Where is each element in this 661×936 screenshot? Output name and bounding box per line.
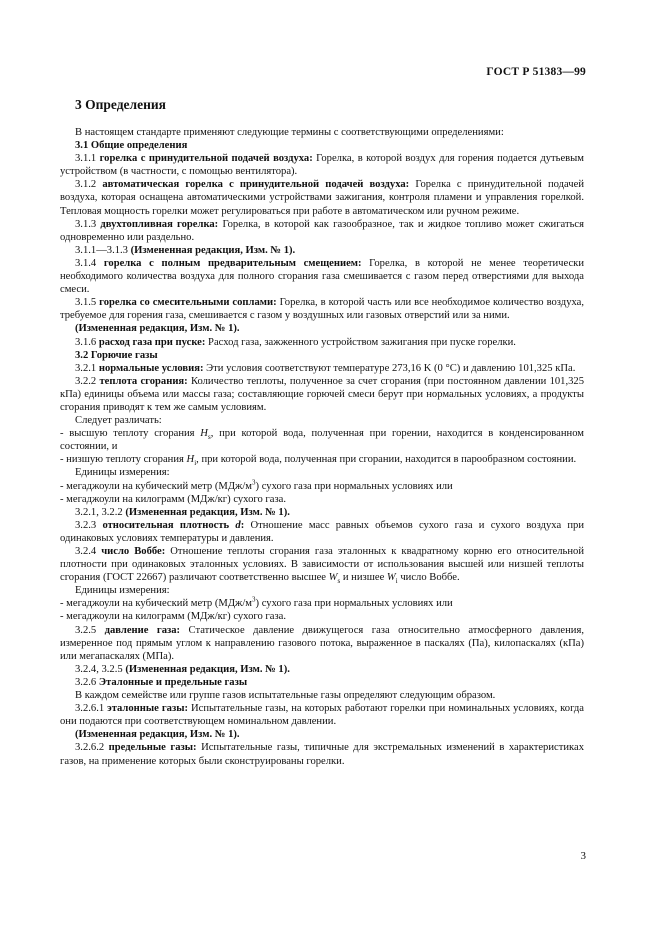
document-body bbox=[60, 126, 584, 768]
revision-note: 3.1.1—3.1.3 (Измененная редакция, Изм. № 1). bbox=[75, 244, 296, 256]
definition-paragraph: 3.1.5 горелка со смесительными соплами: Горелка, в которой часть или все необходимое количество воздуха, требуемое для горения газа, смешивается с газом у воздушных или газовых отверстий или за ними. bbox=[60, 297, 584, 322]
term: расход газа при пуске: bbox=[98, 336, 206, 348]
definition-paragraph: 3.1.4 горелка с полным предварительным смещением: Горелка, в которой не менее теоретически необходимого количества воздуха для полного сгорания газа смешивается с газом перед отверстиями для выхода смеси. bbox=[60, 257, 584, 296]
revision-note: 3.2.1, 3.2.2 (Измененная редакция, Изм. № 1). bbox=[75, 506, 290, 518]
term: число Воббе: bbox=[101, 546, 166, 557]
definition-paragraph: 3.1.6 расход газа при пуске: Расход газа, зажженного устройством зажигания при пуске горелки. bbox=[75, 336, 516, 348]
subsection-heading: 3.2.6 Эталонные и предельные газы bbox=[75, 676, 248, 688]
definition-paragraph: 3.1.2 автоматическая горелка с принудительной подачей воздуха: Горелка с принудительной подачей воздуха, которая оснащена автоматическими устройствами зажигания, контроля пламени и управления горелкой. Тепловая мощность горелки может регулироваться при работе в автоматическом или ручном режиме. bbox=[60, 179, 584, 217]
term: горелка с полным предварительным смещением: bbox=[103, 257, 362, 269]
term: горелка с принудительной подачей воздуха: bbox=[99, 153, 313, 165]
definition-paragraph: 3.2.4 число Воббе: Отношение теплоты сгорания газа эталонных к квадратному корню его относительной плотности при одинаковых эталонных условиях. В зависимости от использования высшей или низшей теплоты сгорания (ГОСТ 22667) различают соответственно высшее $W_s$ и низшее $W_i$ число Воббе. bbox=[60, 546, 585, 586]
definition-paragraph: 3.2.5 давление газа: Статическое давление движущегося газа относительно атмосферного давления, измеренное под прямым углом к направлению газового потока, выраженное в паскалях (Па), килопаскалях (кПа) или мегапаскалях (МПа). bbox=[60, 624, 584, 662]
revision-note: (Измененная редакция, Изм. № 1). bbox=[75, 729, 240, 741]
term: предельные газы: bbox=[108, 742, 197, 754]
term: горелка со смесительными соплами: bbox=[99, 297, 277, 309]
list-item: - мегаджоули на кубический метр $(МДж/м^3)$ сухого газа при нормальных условиях или bbox=[60, 595, 453, 610]
list-item: - низшую теплоту сгорания $H_i$, при которой вода, полученная при сгорании, находится в парообразном состоянии. bbox=[60, 454, 577, 468]
term: давление газа: bbox=[104, 624, 181, 636]
intro-paragraph: В настоящем стандарте применяют следующие термины с соответствующими определениями: bbox=[75, 127, 504, 138]
text-line: В каждом семействе или группе газов испытательные газы определяют следующим образом. bbox=[75, 690, 496, 702]
list-item: - мегаджоули на килограмм (МДж/кг) сухого газа. bbox=[60, 493, 286, 505]
definition-paragraph: 3.2.1 нормальные условия: Эти условия соответствуют температуре 273,16 K (0 °С) и давлению 101,325 кПа. bbox=[75, 362, 576, 374]
term: теплота сгорания: bbox=[99, 375, 188, 387]
definition-paragraph: 3.2.6.2 предельные газы: Испытательные газы, типичные для экстремальных изменений в характеристиках газов, на применение которых были сконструированы горелки. bbox=[60, 742, 584, 767]
definition-paragraph: 3.1.3 двухтопливная горелка: Горелка, в которой как газообразное, так и жидкое топливо может сжигаться одновременно или раздельно. bbox=[60, 218, 584, 243]
definition-paragraph: 3.2.6.1 эталонные газы: Испытательные газы, на которых работают горелки при номинальных условиях, когда они подаются при соответствующем номинальном давлении. bbox=[60, 703, 584, 728]
revision-note: (Измененная редакция, Изм. № 1). bbox=[75, 323, 240, 335]
standard-code: ГОСТ Р 51383—99 bbox=[486, 66, 586, 78]
subsection-heading: 3.1 Общие определения bbox=[75, 140, 188, 152]
list-item: - высшую теплоту сгорания $H_s$, при которой вода, полученная при горении, находится в конденсированном состоянии, и bbox=[60, 428, 584, 453]
term: эталонные газы: bbox=[107, 703, 188, 715]
page-number: 3 bbox=[580, 850, 586, 862]
list-item: - мегаджоули на килограмм (МДж/кг) сухого газа. bbox=[60, 611, 286, 623]
section-title: 3 Определения bbox=[75, 97, 166, 112]
text-line: Единицы измерения: bbox=[75, 585, 170, 597]
text-line: Единицы измерения: bbox=[75, 467, 170, 479]
definition-paragraph: 3.2.3 относительная плотность d: Отношение масс равных объемов сухого газа и сухого воздуха при одинаковых условиях температуры и давления. bbox=[60, 519, 585, 544]
definition-paragraph: 3.2.2 теплота сгорания: Количество теплоты, полученное за счет сгорания (при постоянном давлении 101,325 кПа) единицы объема или массы газа; составляющие горючей смеси берут при нормальных условиях, а продукты сгорания приводят к тем же самым условиям. bbox=[60, 375, 585, 413]
term: нормальные условия: bbox=[98, 362, 204, 374]
term: относительная плотность bbox=[102, 519, 236, 531]
text-line: Следует различать: bbox=[75, 415, 162, 427]
definition-paragraph: 3.1.1 горелка с принудительной подачей воздуха: Горелка, в которой воздух для горения подается дутьевым устройством (в частности, с помощью вентилятора). bbox=[60, 153, 584, 178]
revision-note: 3.2.4, 3.2.5 (Измененная редакция, Изм. № 1). bbox=[75, 663, 290, 675]
term: двухтопливная горелка: bbox=[100, 218, 219, 230]
subsection-heading: 3.2 Горючие газы bbox=[75, 349, 158, 361]
list-item: - мегаджоули на кубический метр $(МДж/м^3)$ сухого газа при нормальных условиях или bbox=[60, 478, 453, 492]
term: автоматическая горелка с принудительной подачей воздуха: bbox=[102, 179, 410, 191]
